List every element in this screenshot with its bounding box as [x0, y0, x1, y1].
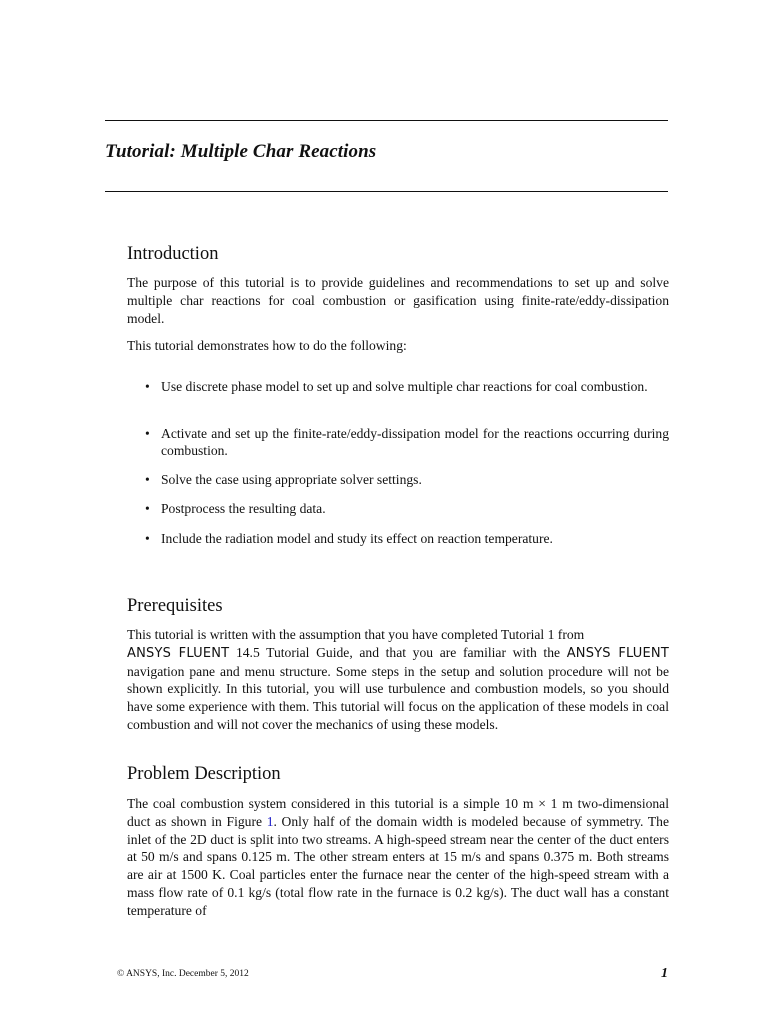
product-name: ANSYS FLUENT — [127, 645, 230, 661]
footer-copyright: © ANSYS, Inc. December 5, 2012 — [117, 969, 249, 979]
list-item-text: Postprocess the resulting data. — [161, 501, 326, 516]
list-item — [127, 378, 669, 395]
list-item-text: Include the radiation model and study its effect on reaction temperature. — [161, 531, 553, 546]
prerequisites-text-3: navigation pane and menu structure. Some steps in the setup and solution procedure will not be shown explicitly. In this tutorial, you will use turbulence and combustion models, so you should have some experience with them. This tutorial will focus on the application of these models in coal combustion and will not cover the mechanics of using these models. — [127, 663, 669, 732]
header-rule-bottom — [105, 191, 668, 192]
page-number: 1 — [661, 966, 668, 981]
problem-description-heading: Problem Description — [127, 764, 281, 784]
problem-text-1: The coal combustion system considered in this tutorial is a simple 10 m × 1 m two-dimensional duct as shown in Figure — [127, 796, 669, 829]
prerequisites-heading: Prerequisites — [127, 596, 223, 616]
list-item — [127, 500, 669, 517]
list-item-text: Use discrete phase model to set up and solve multiple char reactions for coal combustion. — [161, 379, 648, 394]
problem-description-paragraph — [127, 795, 669, 920]
bullet-icon: • — [145, 426, 150, 441]
document-title: Tutorial: Multiple Char Reactions — [105, 141, 377, 162]
prerequisites-text-2: 14.5 Tutorial Guide, and that you are familiar with the — [229, 644, 567, 660]
introduction-paragraph-2: This tutorial demonstrates how to do the following: — [127, 338, 407, 353]
bullet-icon: • — [145, 501, 150, 516]
list-item — [127, 471, 669, 488]
product-name: ANSYS FLUENT — [566, 645, 669, 661]
introduction-heading: Introduction — [127, 244, 219, 264]
list-item-text: Activate and set up the finite-rate/eddy-dissipation model for the reactions occurring during combustion. — [161, 426, 669, 459]
bullet-icon: • — [145, 379, 150, 394]
bullet-icon: • — [145, 472, 150, 487]
list-item — [127, 425, 669, 460]
header-rule-top — [105, 120, 668, 121]
figure-reference-link[interactable]: 1 — [266, 813, 274, 829]
prerequisites-text-1: This tutorial is written with the assumption that you have completed Tutorial 1 from — [127, 627, 585, 642]
bullet-icon: • — [145, 531, 150, 546]
list-item-text: Solve the case using appropriate solver settings. — [161, 472, 422, 487]
introduction-paragraph-1: The purpose of this tutorial is to provide guidelines and recommendations to set up and solve multiple char reactions for coal combustion or gasification using finite-rate/eddy-dissipation model. — [127, 275, 669, 326]
prerequisites-paragraph — [127, 626, 669, 734]
problem-text-2: . Only half of the domain width is modeled because of symmetry. The inlet of the 2D duct is split into two streams. A high-speed stream near the center of the duct enters at 50 m/s and spans 0.125 m. The other stream enters at 15 m/s and spans 0.375 m. Both streams are air at 1500 K. Coal particles enter the furnace near the center of the high-speed stream with a mass flow rate of 0.1 kg/s (total flow rate in the furnace is 0.2 kg/s). The duct wall has a constant temperature of — [127, 813, 669, 918]
list-item — [127, 530, 669, 547]
